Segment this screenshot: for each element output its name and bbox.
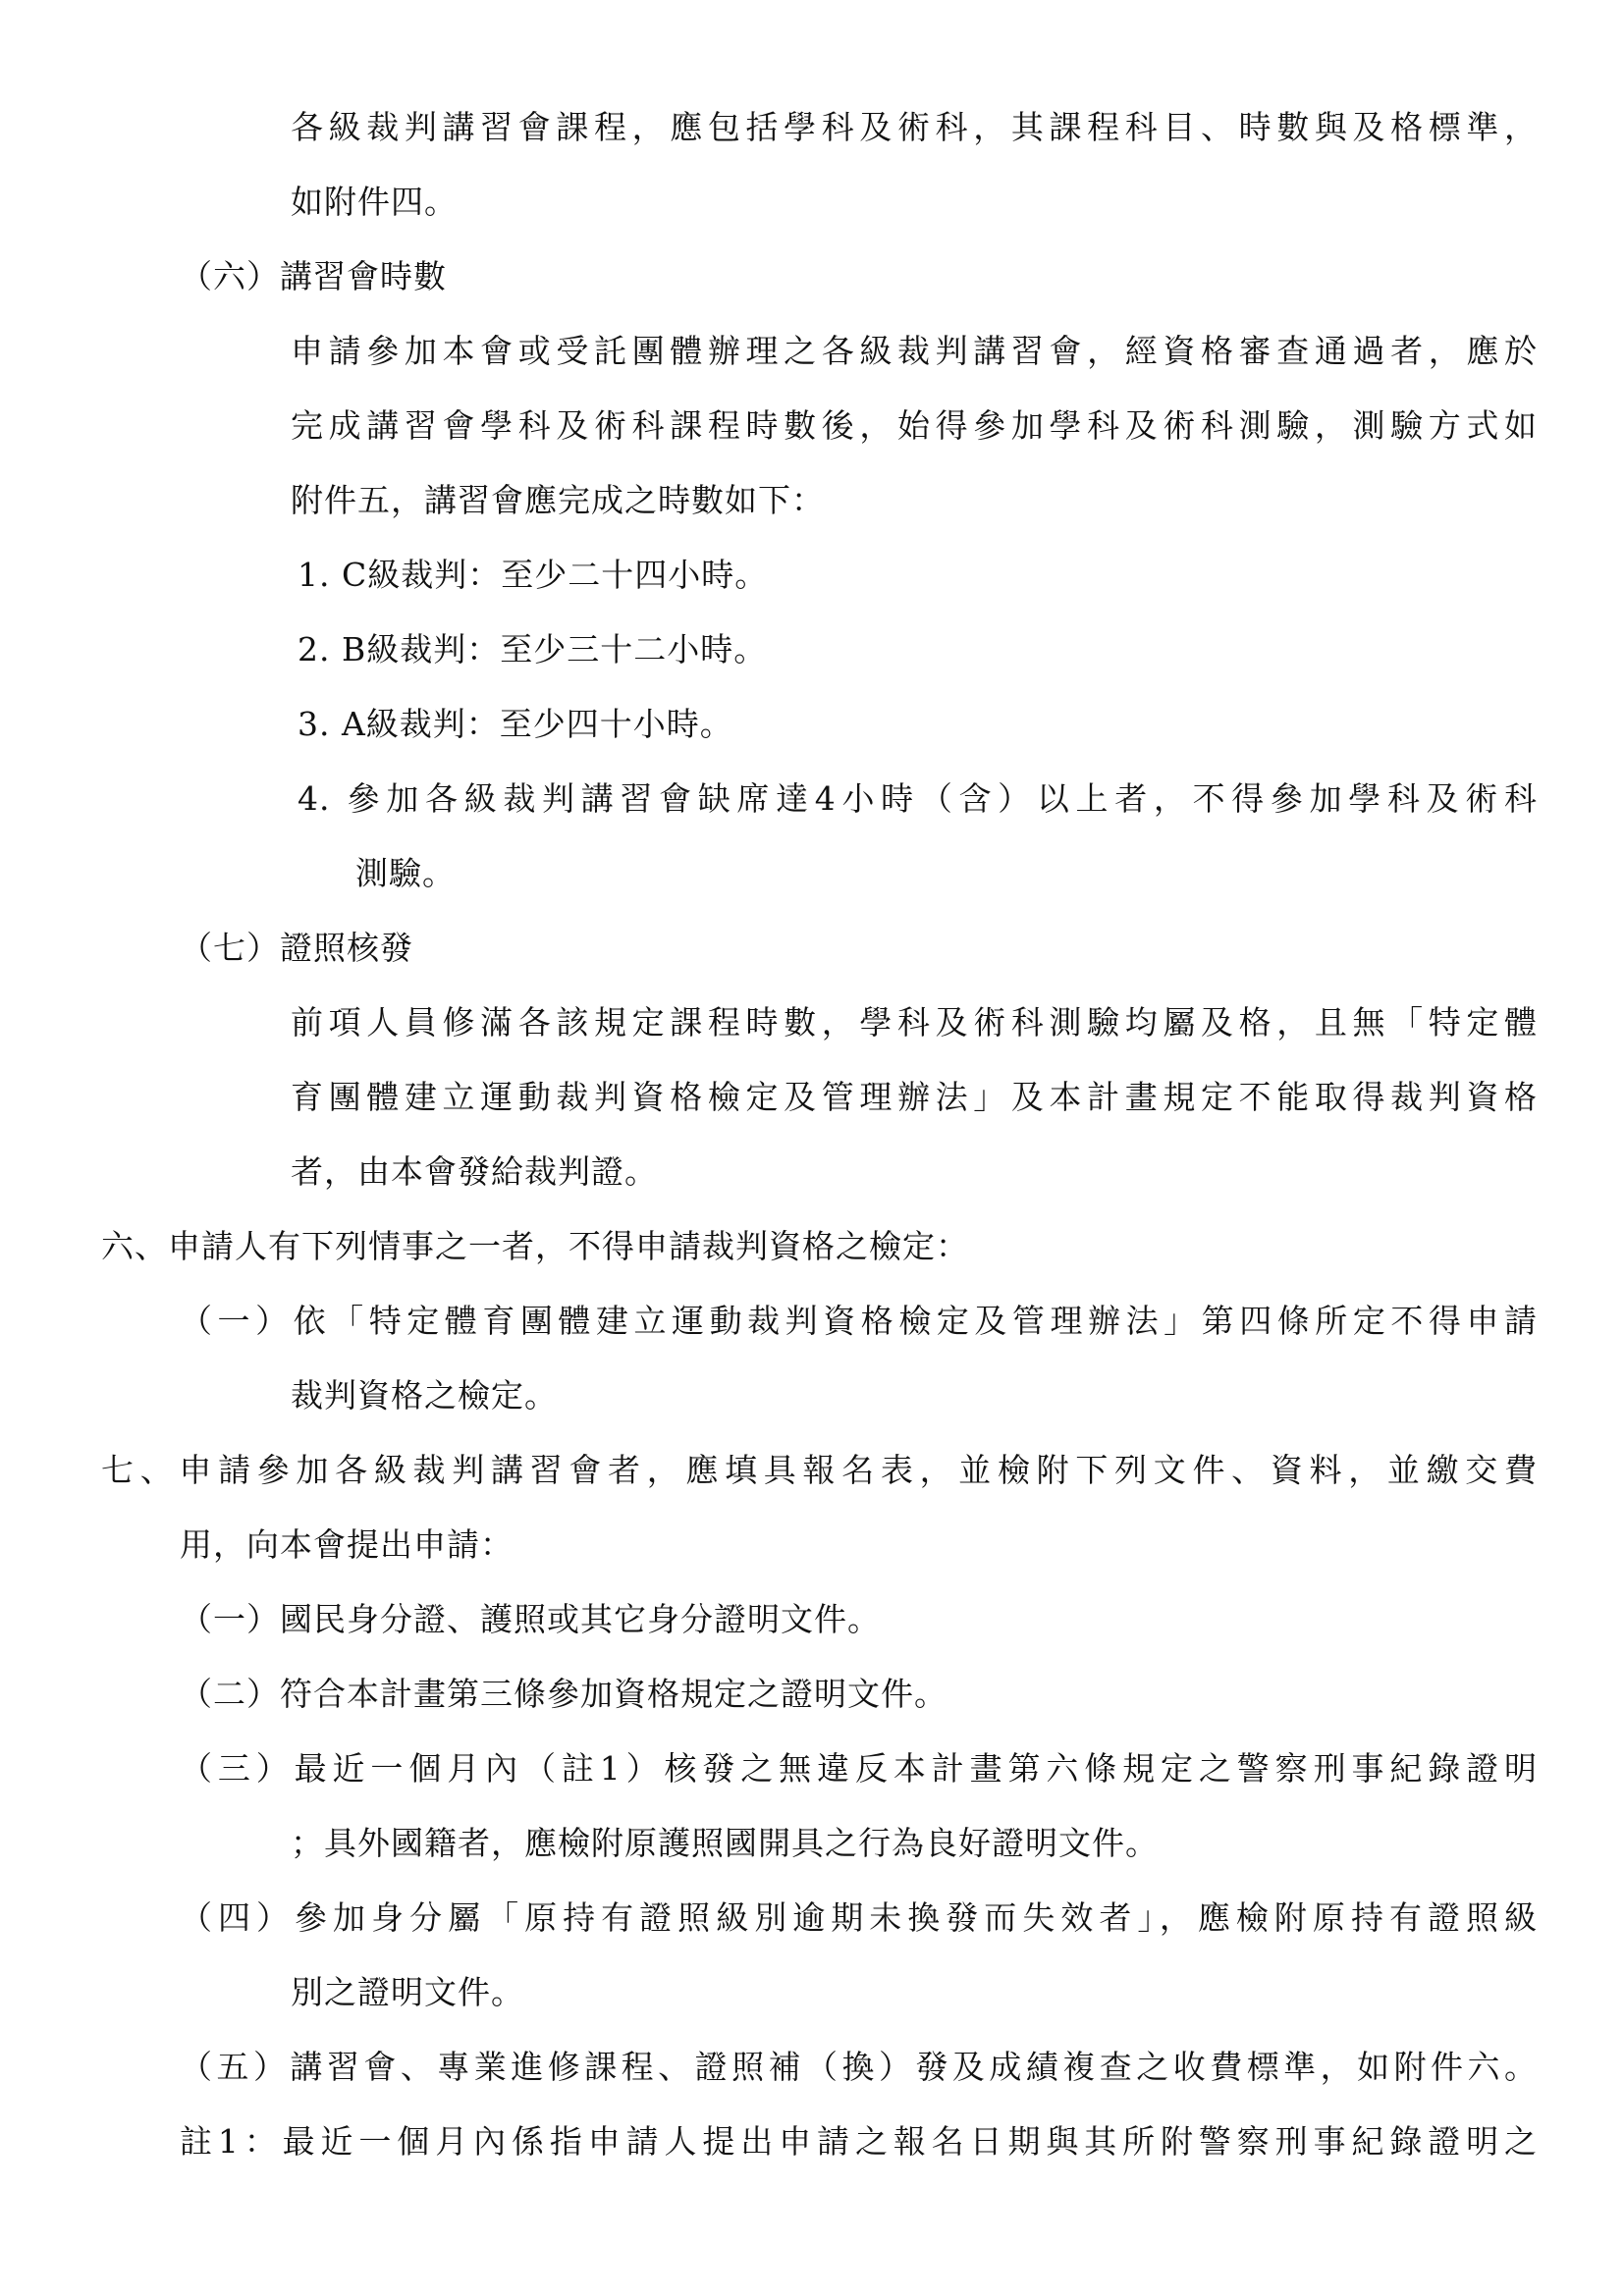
- list-item: （四）參加身分屬「原持有證照級別逾期未換發而失效者」，應檢附原持有證照級: [180, 1898, 1538, 1937]
- paragraph-line: 裁判資格之檢定。: [291, 1376, 558, 1415]
- list-item: （三）最近一個月內（註1）核發之無違反本計畫第六條規定之警察刑事紀錄證明: [180, 1749, 1538, 1788]
- paragraph-line: 完成講習會學科及術科課程時數後，始得參加學科及術科測驗，測驗方式如: [291, 406, 1538, 445]
- list-item: 2. B級裁判：至少三十二小時。: [298, 630, 768, 668]
- paragraph-line: 測驗。: [355, 854, 456, 892]
- paragraph-line: 別之證明文件。: [291, 1973, 524, 2011]
- list-item: （二）符合本計畫第三條參加資格規定之證明文件。: [180, 1675, 947, 1713]
- paragraph-line: ；具外國籍者，應檢附原護照國開具之行為良好證明文件。: [291, 1824, 1159, 1862]
- paragraph-line: 如附件四。: [291, 183, 458, 221]
- list-item: 1. C級裁判：至少二十四小時。: [298, 556, 769, 594]
- paragraph-line: 前項人員修滿各該規定課程時數，學科及術科測驗均屬及格，且無「特定體: [291, 1003, 1538, 1041]
- section-heading: 七、申請參加各級裁判講習會者，應填具報名表，並檢附下列文件、資料，並繳交費: [101, 1451, 1538, 1489]
- list-item: 3. A級裁判：至少四十小時。: [298, 705, 733, 743]
- list-item: （一）依「特定體育團體建立運動裁判資格檢定及管理辦法」第四條所定不得申請: [180, 1302, 1538, 1340]
- list-item: （五）講習會、專業進修課程、證照補（換）發及成績複查之收費標準，如附件六。: [180, 2048, 1538, 2086]
- section-heading: （六）講習會時數: [180, 257, 447, 295]
- paragraph-line: 申請參加本會或受託團體辦理之各級裁判講習會，經資格審查通過者，應於: [291, 332, 1538, 370]
- paragraph-line: 者，由本會發給裁判證。: [291, 1152, 658, 1191]
- paragraph-line: 用，向本會提出申請：: [180, 1525, 514, 1564]
- list-item: 4. 參加各級裁判講習會缺席達4小時（含）以上者，不得參加學科及術科: [298, 779, 1538, 818]
- footnote-line: 註1：最近一個月內係指申請人提出申請之報名日期與其所附警察刑事紀錄證明之: [180, 2122, 1538, 2161]
- section-heading: （七）證照核發: [180, 929, 413, 967]
- section-heading: 六、申請人有下列情事之一者，不得申請裁判資格之檢定：: [101, 1227, 969, 1265]
- paragraph-line: 各級裁判講習會課程，應包括學科及術科，其課程科目、時數與及格標準，: [291, 108, 1538, 146]
- paragraph-line: 附件五，講習會應完成之時數如下：: [291, 481, 825, 519]
- paragraph-line: 育團體建立運動裁判資格檢定及管理辦法」及本計畫規定不能取得裁判資格: [291, 1078, 1538, 1116]
- list-item: （一）國民身分證、護照或其它身分證明文件。: [180, 1600, 881, 1638]
